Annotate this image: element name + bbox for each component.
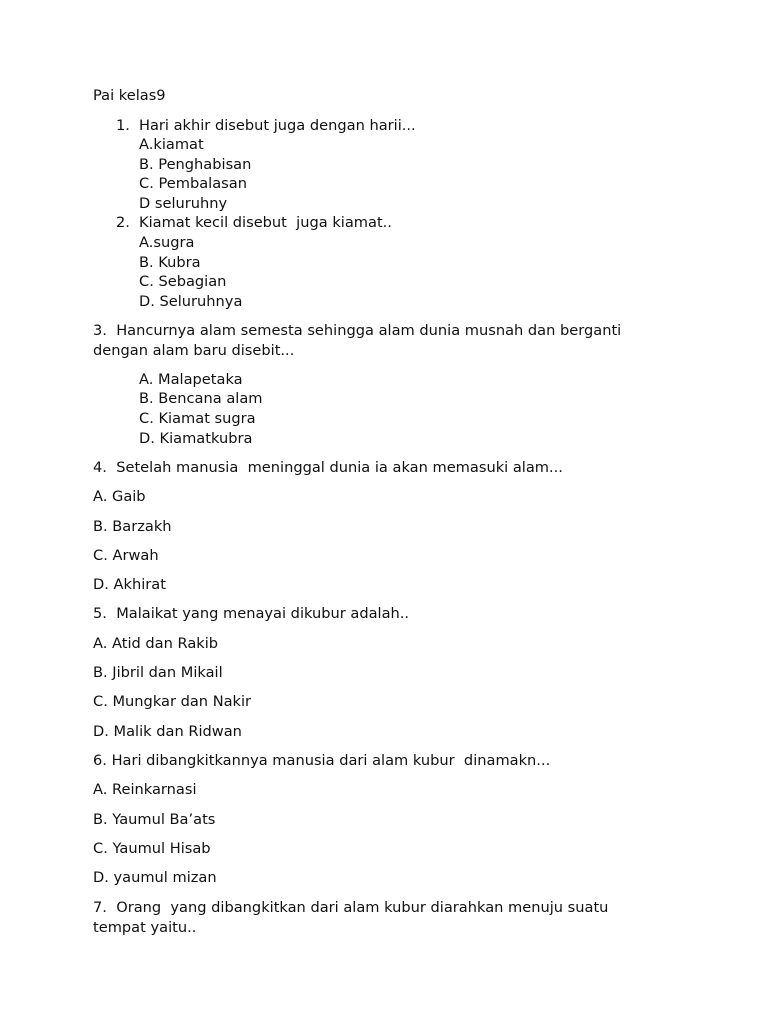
answer-option: A.kiamat: [139, 136, 204, 153]
question-text: Kiamat kecil disebut juga kiamat..: [139, 214, 392, 231]
answer-option: A. Gaib: [93, 488, 146, 505]
answer-option: C. Yaumul Hisab: [93, 840, 211, 857]
answer-option: B. Barzakh: [93, 518, 172, 535]
answer-option: C. Pembalasan: [139, 175, 247, 192]
answer-option: B. Jibril dan Mikail: [93, 664, 223, 681]
answer-option: B. Yaumul Ba’ats: [93, 811, 216, 828]
question-number: 1.: [116, 117, 130, 134]
answer-option: A. Reinkarnasi: [93, 781, 197, 798]
question-text-continued: tempat yaitu..: [93, 919, 197, 936]
answer-option: C. Sebagian: [139, 273, 227, 290]
question-number: 2.: [116, 214, 130, 231]
answer-option: D. Akhirat: [93, 576, 166, 593]
answer-option: D. yaumul mizan: [93, 869, 217, 886]
answer-option: C. Kiamat sugra: [139, 410, 256, 427]
answer-option: B. Bencana alam: [139, 390, 263, 407]
answer-option: D. Seluruhnya: [139, 293, 243, 310]
answer-option: A. Malapetaka: [139, 371, 243, 388]
answer-option: C. Arwah: [93, 547, 159, 564]
question-text: 6. Hari dibangkitkannya manusia dari alam kubur dinamakn...: [93, 752, 551, 769]
question-text-continued: dengan alam baru disebit...: [93, 342, 295, 359]
question-text: 4. Setelah manusia meninggal dunia ia akan memasuki alam...: [93, 459, 563, 476]
answer-option: B. Kubra: [139, 254, 201, 271]
answer-option: A.sugra: [139, 234, 195, 251]
question-text: 7. Orang yang dibangkitkan dari alam kubur diarahkan menuju suatu: [93, 899, 609, 916]
document-title: Pai kelas9: [93, 87, 166, 104]
question-text: 3. Hancurnya alam semesta sehingga alam dunia musnah dan berganti: [93, 322, 622, 339]
answer-option: C. Mungkar dan Nakir: [93, 693, 252, 710]
answer-option: D. Malik dan Ridwan: [93, 723, 242, 740]
question-text: 5. Malaikat yang menayai dikubur adalah..: [93, 605, 410, 622]
answer-option: D seluruhny: [139, 195, 228, 212]
answer-option: D. Kiamatkubra: [139, 430, 253, 447]
answer-option: A. Atid dan Rakib: [93, 635, 219, 652]
question-text: Hari akhir disebut juga dengan harii...: [139, 117, 416, 134]
answer-option: B. Penghabisan: [139, 156, 252, 173]
